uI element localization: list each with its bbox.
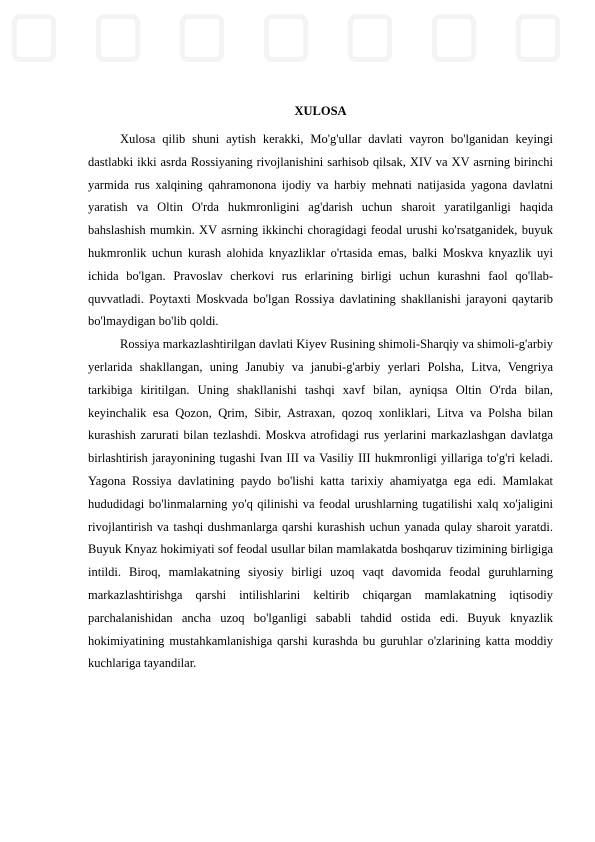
paragraph-2: Rossiya markazlashtirilgan davlati Kiyev Rusining shimoli-Sharqiy va shimoli-g'arbiy yerlarida shakllangan, uning Janubiy va janubi-g'arbiy yerlari Polsha, Litva, Vengriya tarkibiga kiritilgan. Uning shakllanishi tashqi xavf bilan, ayniqsa Oltin O'rda bilan, keyinchalik esa Qozon, Qrim, Sibir, Astraxan, qozoq xonliklari, Litva va Polsha bilan kurashish zarurati bilan tezlashdi. Moskva atrofidagi rus yerlarini markazlashgan davlatga birlashtirish jarayonining tugashi Ivan III va Vasiliy III hukmronligi yillariga to'g'ri keladi. Yagona Rossiya davlatining paydo bo'lishi katta tarixiy ahamiyatga ega edi. Mamlakat hududidagi bo'linmalarning yo'q qilinishi va feodal urushlarning tugatilishi xalq xo'jaligini rivojlantirish va tashqi dushmanlarga qarshi kurashish uchun yanada qulay sharoit yaratdi. Buyuk Knyaz hokimiyati sof feodal usullar bilan mamlakatda boshqaruv tizimining birligiga intildi. Biroq, mamlakatning siyosiy birligi uzoq vaqt davomida feodal guruhlarning markazlashtirishga qarshi intilishlarini keltirib chiqargan mamlakatning iqtisodiy parchalanishidan ancha uzoq bo'lganligi sababli tahdid ostida edi. Buyuk knyazlik hokimiyatining mustahkamlanishiga qarshi kurashda bu guruhlar o'zlarining katta moddiy kuchlariga tayandilar. bbox=[88, 337, 553, 671]
paragraph-1: Xulosa qilib shuni aytish kerakki, Mo'g'ullar davlati vayron bo'lganidan keyingi dastlabki ikki asrda Rossiyaning rivojlanishini sarhisob qilsak, XIV va XV asrning birinchi yarmida rus xalqining qahramonona ijodiy va harbiy mehnati natijasida yagona davlatni yaratish va Oltin O'rda hukmronligini ag'darish uchun sharoit yaratilganligi haqida bahslashish mumkin. XV asrning ikkinchi choragidagi feodal urushi ko'rsatganidek, buyuk hukmronlik uchun kurash alohida knyazliklar o'rtasida emas, balki Moskva knyazlik uyi ichida bo'lgan. Pravoslav cherkovi rus erlarining birligi uchun kurashni faol qo'llab-quvvatladi. Poytaxti Moskvada bo'lgan Rossiya davlatining shakllanishi jarayoni qaytarib bo'lmaydigan bo'lib qoldi. bbox=[88, 132, 553, 329]
document-body bbox=[88, 104, 553, 675]
document-title: XULOSA bbox=[294, 104, 347, 118]
page-watermark bbox=[0, 0, 595, 90]
